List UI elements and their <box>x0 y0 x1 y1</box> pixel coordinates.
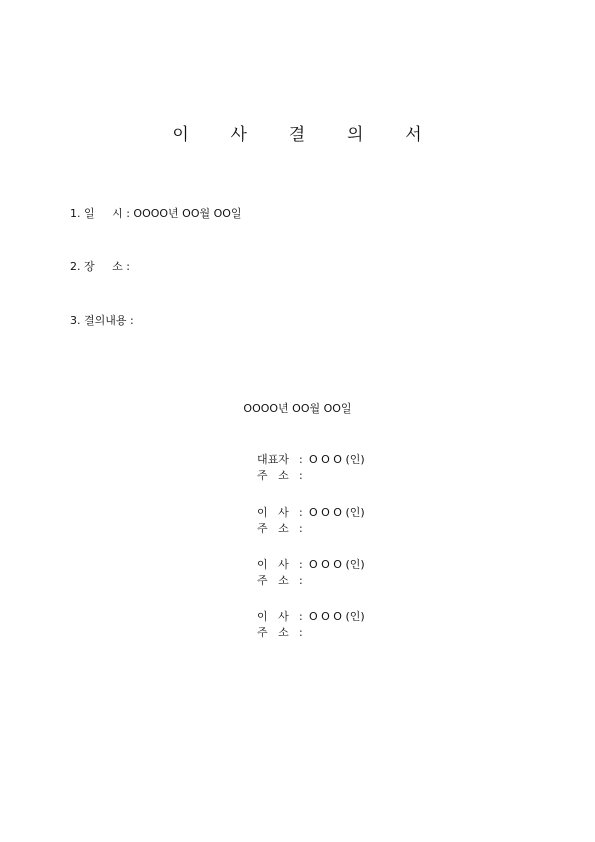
signer-address-row <box>257 521 365 537</box>
signer-director-2 <box>257 557 365 589</box>
signing-date: OOOO년 OO월 OO일 <box>243 402 352 415</box>
signer-director-1 <box>257 505 365 537</box>
signer-name-row <box>257 557 365 573</box>
item-date: 1. 일 시 : OOOO년 OO월 OO일 <box>70 207 242 220</box>
signer-role: 이 사 <box>257 506 289 519</box>
signer-director-3 <box>257 609 365 641</box>
signer-address-row <box>257 625 365 641</box>
signer-representative <box>257 452 365 484</box>
address-label: 주 소 <box>257 574 289 587</box>
colon: : <box>299 610 303 623</box>
colon: : <box>299 469 303 482</box>
signer-name: O O O (인) <box>309 453 365 466</box>
colon: : <box>299 558 303 571</box>
colon: : <box>299 506 303 519</box>
signer-name: O O O (인) <box>309 610 365 623</box>
signer-role: 대표자 <box>257 453 289 466</box>
item-place: 2. 장 소 : <box>70 260 130 273</box>
signer-name-row <box>257 505 365 521</box>
document-title: 이 사 결 의 서 <box>172 125 423 145</box>
signer-name-row <box>257 609 365 625</box>
signer-role: 이 사 <box>257 610 289 623</box>
colon: : <box>299 626 303 639</box>
signer-name: O O O (인) <box>309 558 365 571</box>
signer-address-row <box>257 573 365 589</box>
signer-role: 이 사 <box>257 558 289 571</box>
signer-name-row <box>257 452 365 468</box>
colon: : <box>299 453 303 466</box>
signer-name: O O O (인) <box>309 506 365 519</box>
item-resolution: 3. 결의내용 : <box>70 314 134 327</box>
address-label: 주 소 <box>257 469 289 482</box>
signer-address-row <box>257 468 365 484</box>
colon: : <box>299 522 303 535</box>
colon: : <box>299 574 303 587</box>
address-label: 주 소 <box>257 522 289 535</box>
address-label: 주 소 <box>257 626 289 639</box>
